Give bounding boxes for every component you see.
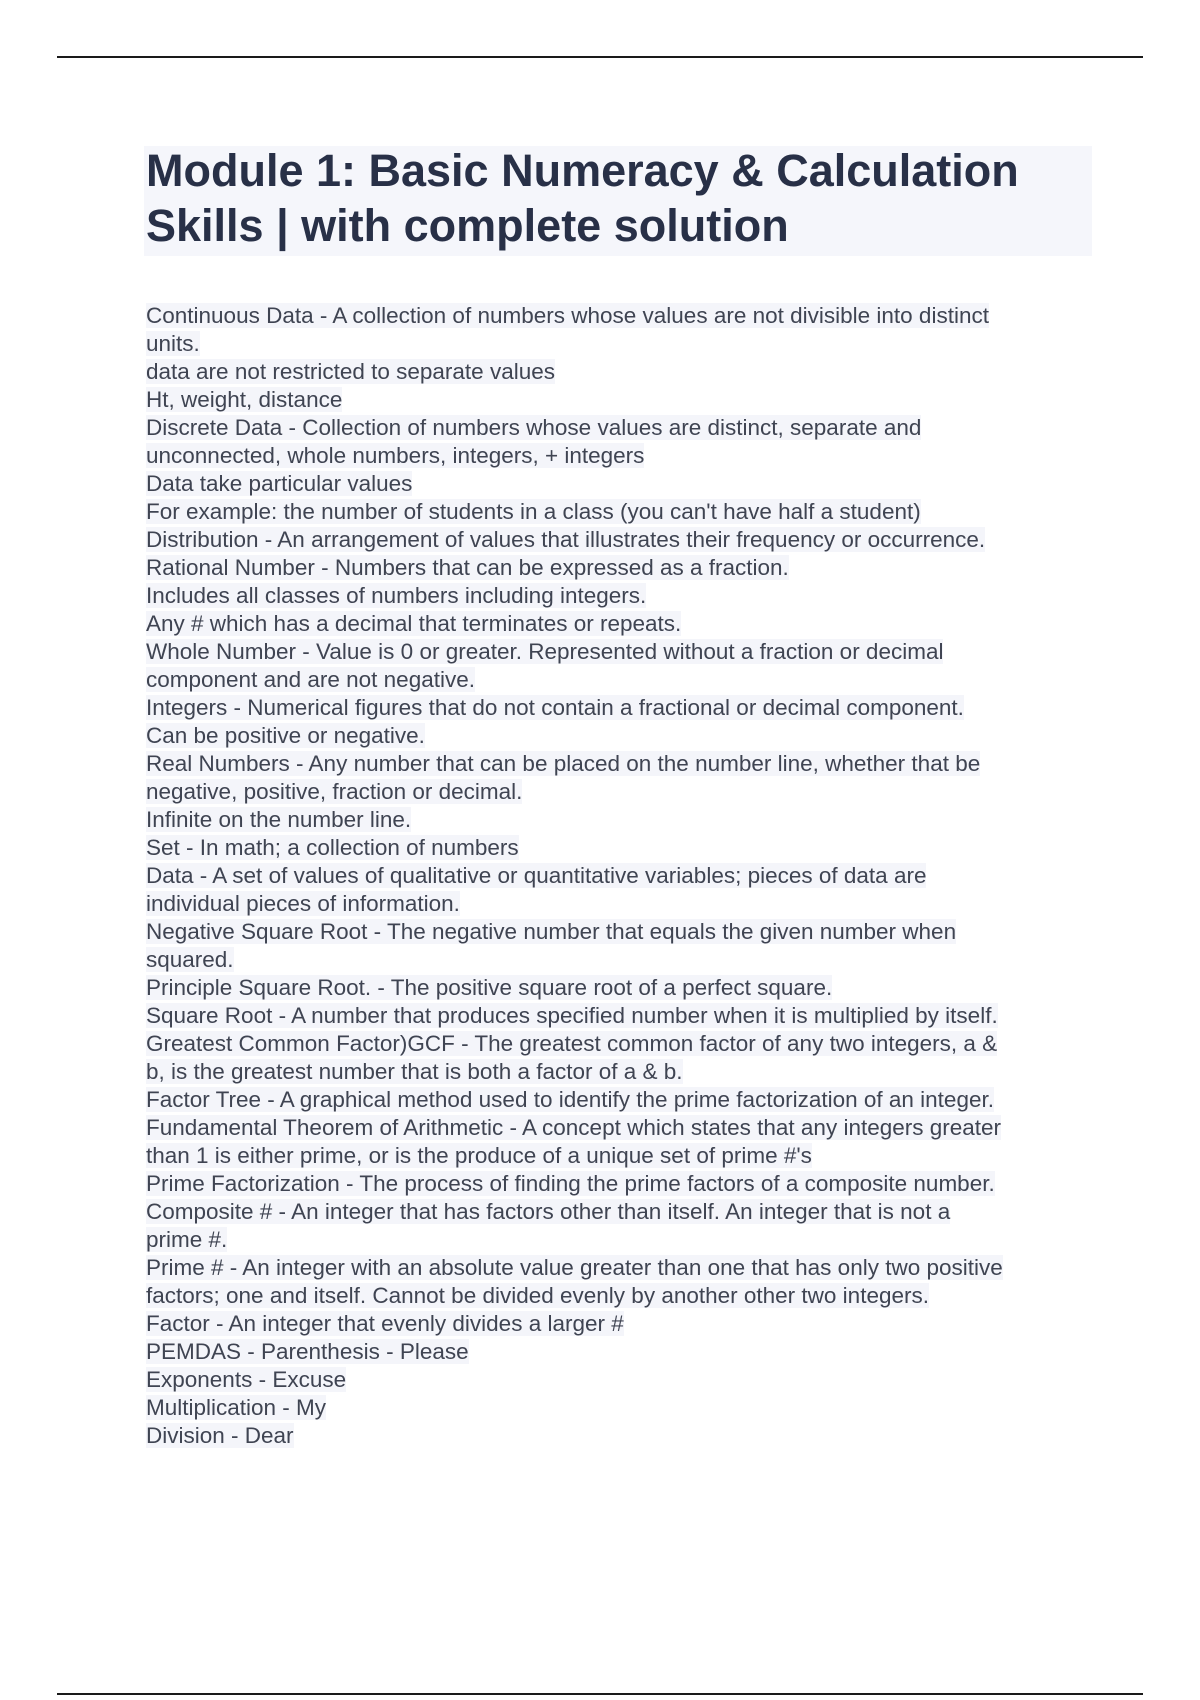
text-line	[146, 1170, 1096, 1198]
text-line-content: b, is the greatest number that is both a factor of a & b.	[146, 1059, 683, 1084]
page-title	[146, 143, 1092, 253]
text-line	[146, 722, 1096, 750]
text-line	[146, 1366, 1096, 1394]
text-line-content: Data - A set of values of qualitative or quantitative variables; pieces of data are	[146, 863, 927, 888]
text-line	[146, 778, 1096, 806]
text-line-content: Integers - Numerical figures that do not contain a fractional or decimal component.	[146, 695, 964, 720]
text-line	[146, 358, 1096, 386]
text-line-content: Greatest Common Factor)GCF - The greatest common factor of any two integers, a &	[146, 1031, 998, 1056]
text-line	[146, 862, 1096, 890]
text-line	[146, 330, 1096, 358]
text-line-content: Set - In math; a collection of numbers	[146, 835, 519, 860]
text-line	[146, 610, 1096, 638]
text-line-content: Data take particular values	[146, 471, 413, 496]
text-line-content: Prime # - An integer with an absolute value greater than one that has only two positive	[146, 1255, 1003, 1280]
text-line	[146, 554, 1096, 582]
text-line	[146, 1114, 1096, 1142]
text-line-content: squared.	[146, 947, 234, 972]
text-line-content: Ht, weight, distance	[146, 387, 343, 412]
text-line-content: component and are not negative.	[146, 667, 475, 692]
text-line-content: than 1 is either prime, or is the produce of a unique set of prime #'s	[146, 1143, 812, 1168]
text-line-content: PEMDAS - Parenthesis - Please	[146, 1339, 469, 1364]
text-line-content: Includes all classes of numbers including integers.	[146, 583, 647, 608]
text-line	[146, 694, 1096, 722]
text-line-content: Whole Number - Value is 0 or greater. Represented without a fraction or decimal	[146, 639, 944, 664]
text-line-content: units.	[146, 331, 200, 356]
text-line-content: negative, positive, fraction or decimal.	[146, 779, 523, 804]
text-line	[146, 974, 1096, 1002]
text-line	[146, 1422, 1096, 1450]
text-line	[146, 918, 1096, 946]
text-line-content: Factor - An integer that evenly divides a larger #	[146, 1311, 624, 1336]
text-line-content: Composite # - An integer that has factors other than itself. An integer that is not a	[146, 1199, 951, 1224]
text-line-content: Continuous Data - A collection of numbers whose values are not divisible into distinct	[146, 303, 989, 328]
definitions-list	[146, 302, 1096, 1450]
text-line-content: Division - Dear	[146, 1423, 294, 1448]
text-line-content: Principle Square Root. - The positive square root of a perfect square.	[146, 975, 833, 1000]
text-line-content: unconnected, whole numbers, integers, + integers	[146, 443, 645, 468]
text-line	[146, 1310, 1096, 1338]
text-line	[146, 1002, 1096, 1030]
text-line	[146, 1086, 1096, 1114]
text-line-content: Can be positive or negative.	[146, 723, 425, 748]
text-line-content: Factor Tree - A graphical method used to identify the prime factorization of an integer.	[146, 1087, 994, 1112]
text-line	[146, 638, 1096, 666]
text-line	[146, 1030, 1096, 1058]
text-line	[146, 526, 1096, 554]
title-line: Skills | with complete solution	[146, 200, 789, 251]
text-line	[146, 1058, 1096, 1086]
title-line: Module 1: Basic Numeracy & Calculation	[146, 145, 1019, 196]
text-line	[146, 666, 1096, 694]
text-line-content: For example: the number of students in a class (you can't have half a student)	[146, 499, 921, 524]
text-line-content: Prime Factorization - The process of finding the prime factors of a composite number.	[146, 1171, 995, 1196]
text-line	[146, 386, 1096, 414]
text-line-content: Any # which has a decimal that terminates or repeats.	[146, 611, 682, 636]
text-line-content: Square Root - A number that produces specified number when it is multiplied by itself.	[146, 1003, 998, 1028]
text-line	[146, 834, 1096, 862]
text-line	[146, 498, 1096, 526]
text-line-content: Distribution - An arrangement of values that illustrates their frequency or occurrence.	[146, 527, 986, 552]
text-line-content: factors; one and itself. Cannot be divided evenly by another other two integers.	[146, 1283, 929, 1308]
text-line-content: Multiplication - My	[146, 1395, 327, 1420]
bottom-rule	[57, 1693, 1143, 1695]
text-line-content: Fundamental Theorem of Arithmetic - A concept which states that any integers greater	[146, 1115, 1002, 1140]
text-line-content: Discrete Data - Collection of numbers whose values are distinct, separate and	[146, 415, 922, 440]
text-line	[146, 302, 1096, 330]
text-line	[146, 442, 1096, 470]
text-line	[146, 1198, 1096, 1226]
text-line-content: Rational Number - Numbers that can be expressed as a fraction.	[146, 555, 789, 580]
top-rule	[57, 56, 1143, 58]
text-line-content: Real Numbers - Any number that can be placed on the number line, whether that be	[146, 751, 981, 776]
text-line	[146, 806, 1096, 834]
text-line-content: Exponents - Excuse	[146, 1367, 347, 1392]
text-line-content: prime #.	[146, 1227, 228, 1252]
text-line	[146, 1282, 1096, 1310]
text-line	[146, 1142, 1096, 1170]
text-line-content: data are not restricted to separate values	[146, 359, 555, 384]
text-line	[146, 1254, 1096, 1282]
text-line	[146, 1226, 1096, 1254]
text-line	[146, 414, 1096, 442]
text-line	[146, 1394, 1096, 1422]
text-line	[146, 946, 1096, 974]
text-line-content: Negative Square Root - The negative number that equals the given number when	[146, 919, 957, 944]
text-line	[146, 582, 1096, 610]
text-line-content: Infinite on the number line.	[146, 807, 412, 832]
text-line	[146, 890, 1096, 918]
text-line	[146, 470, 1096, 498]
text-line	[146, 1338, 1096, 1366]
text-line-content: individual pieces of information.	[146, 891, 460, 916]
text-line	[146, 750, 1096, 778]
